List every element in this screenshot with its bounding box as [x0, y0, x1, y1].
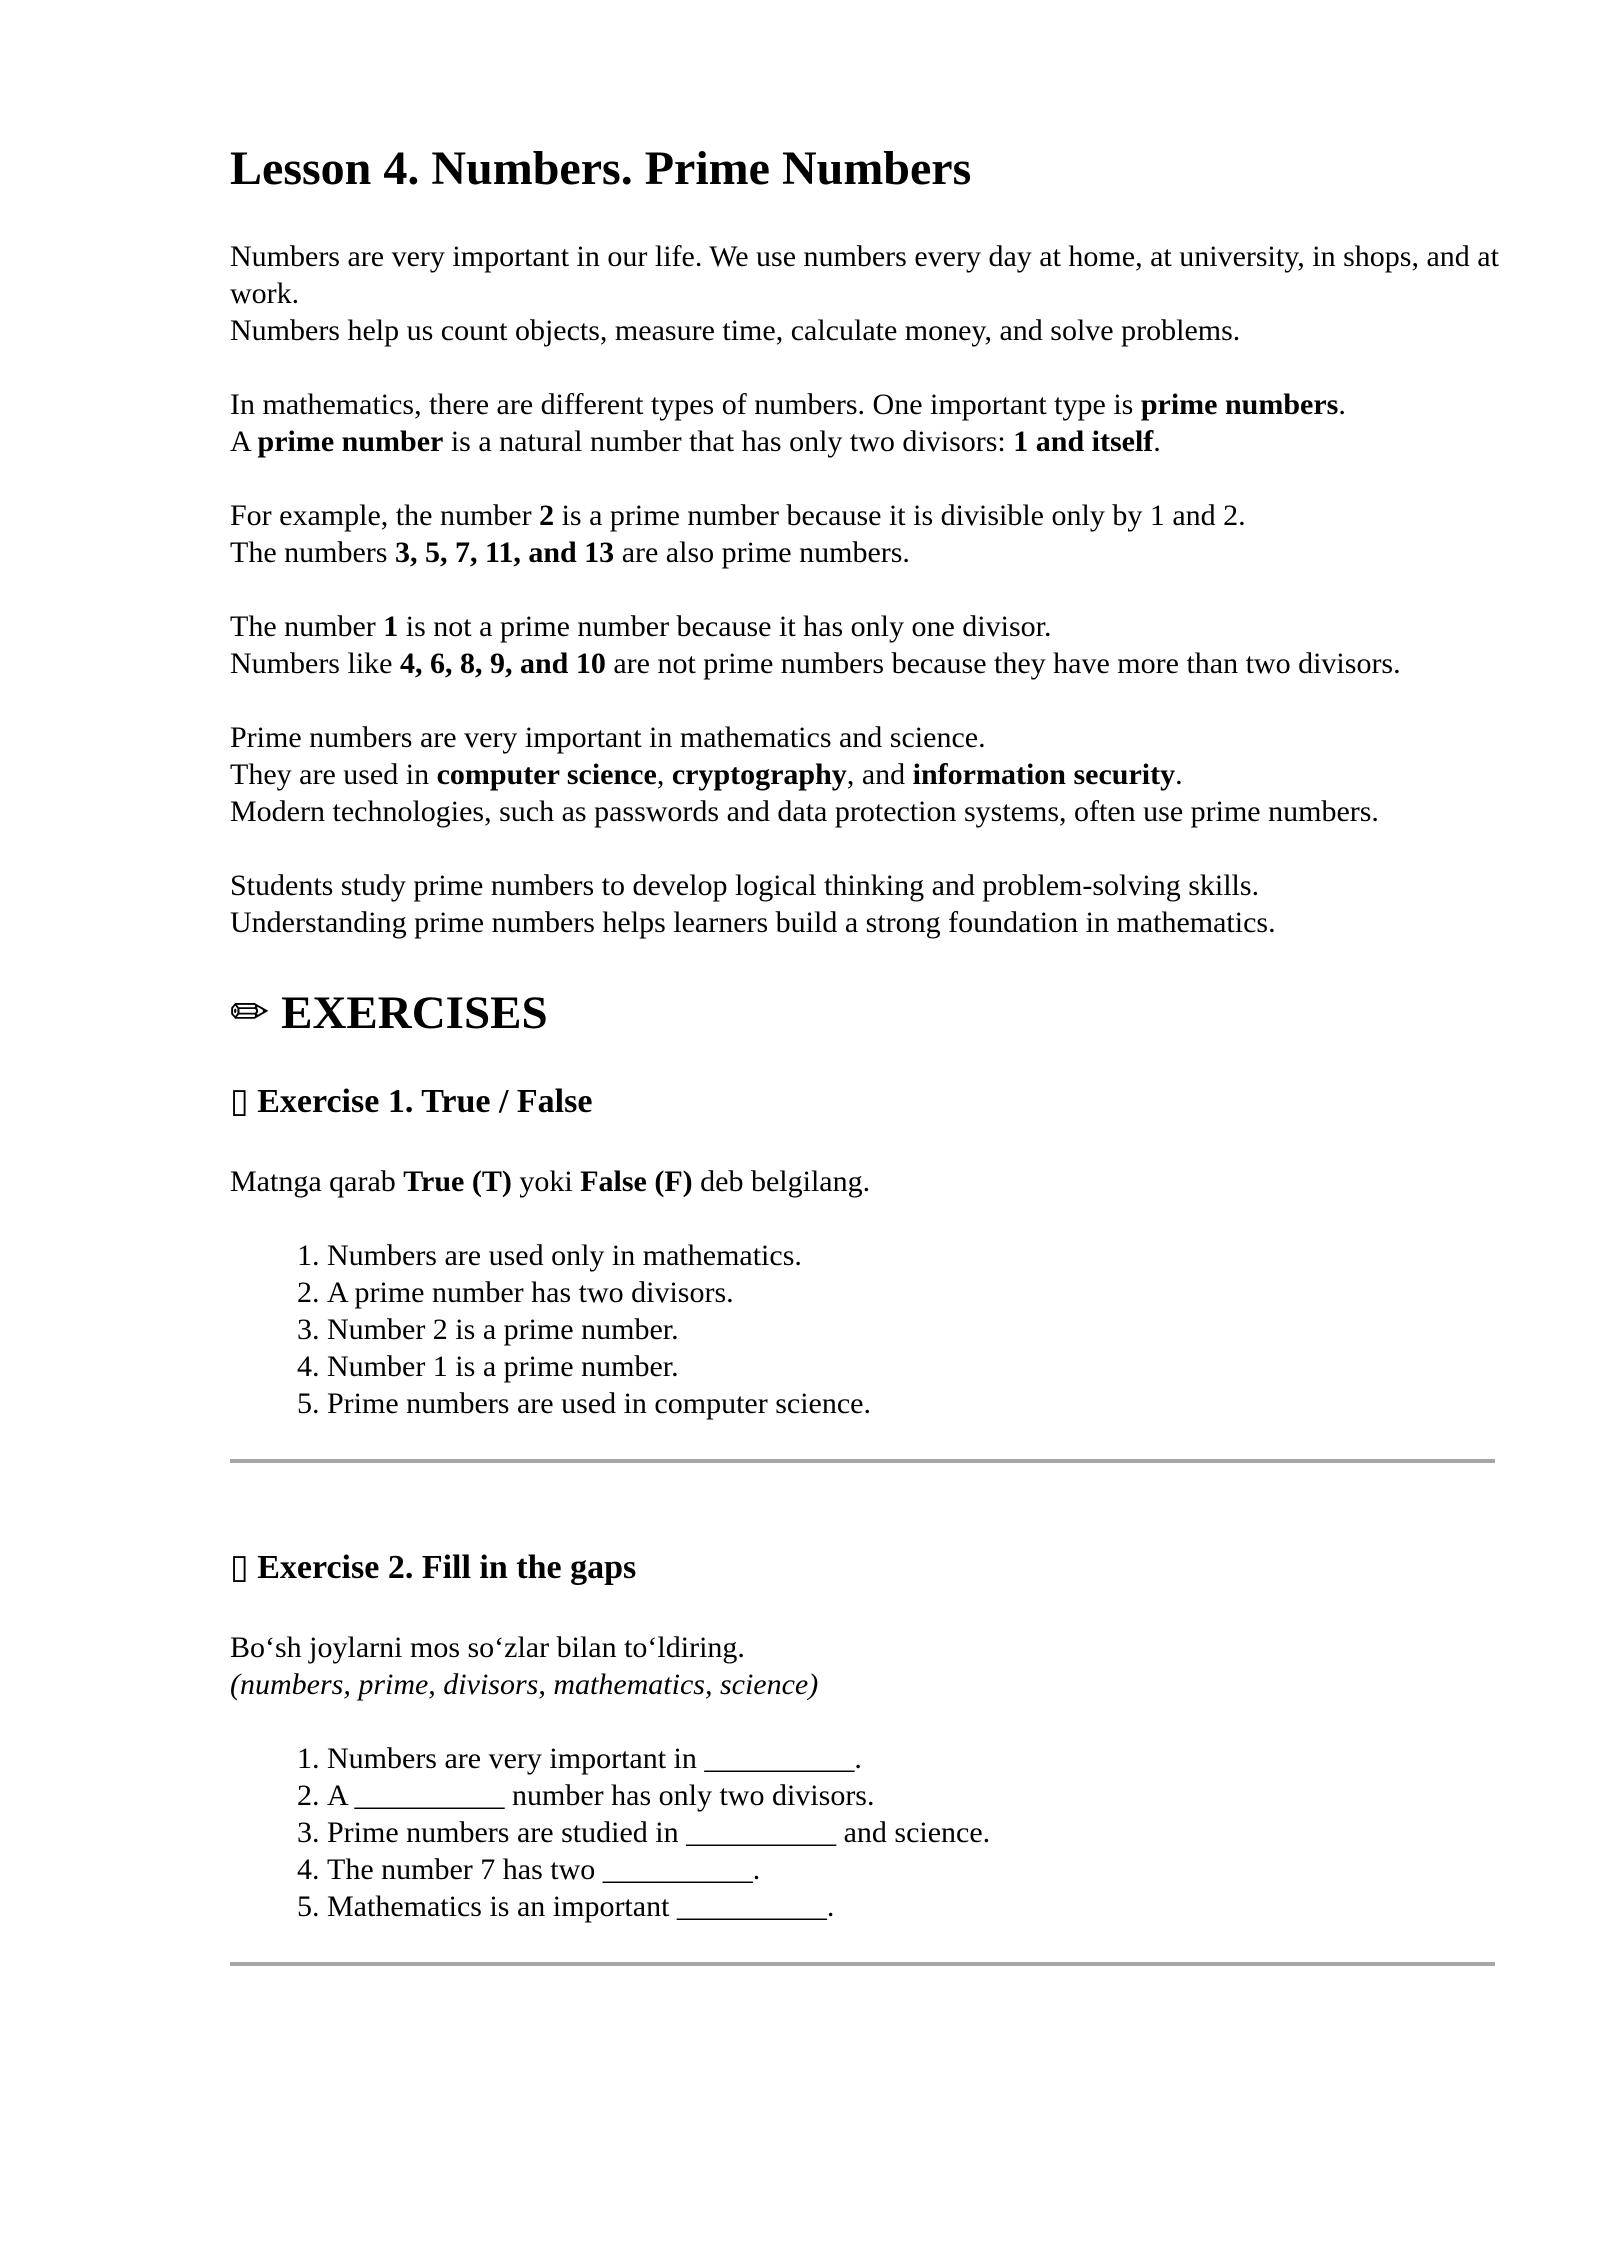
text-span: The number [230, 609, 384, 643]
exercise-2-list [230, 1740, 1530, 1925]
text-span: yoki [511, 1164, 581, 1198]
pencil-icon: ✏ [230, 984, 270, 1040]
intro-paragraph-1 [230, 238, 1530, 349]
text-span: Bo‘sh joylarni mos so‘zlar bilan to‘ldiring. [230, 1630, 745, 1664]
list-item: 5. Mathematics is an important __________. [327, 1888, 1530, 1925]
text-span: Numbers help us count objects, measure time, calculate money, and solve problems. [230, 313, 1241, 347]
text-span: Numbers are very important in our life. We use numbers every day at home, at university, in shops, and at work. [230, 239, 1499, 310]
list-item: 2. A prime number has two divisors. [327, 1274, 1530, 1311]
text-span: , [656, 757, 672, 791]
text-span: , and [846, 757, 913, 791]
divider [230, 1962, 1495, 1966]
text-span: . [1175, 757, 1183, 791]
bold-term: cryptography [671, 757, 847, 791]
missing-glyph-icon: ▯ [230, 1546, 249, 1587]
list-item: 5. Prime numbers are used in computer science. [327, 1385, 1530, 1422]
text-span: For example, the number [230, 498, 540, 532]
text-span: Matnga qarab [230, 1164, 404, 1198]
text-span: deb belgilang. [692, 1164, 871, 1198]
exercise-1-list [230, 1237, 1530, 1422]
text-span: Students study prime numbers to develop logical thinking and problem-solving skills. [230, 868, 1260, 902]
intro-paragraph-5 [230, 719, 1530, 830]
list-item: 3. Number 2 is a prime number. [327, 1311, 1530, 1348]
list-item: 4. Number 1 is a prime number. [327, 1348, 1530, 1385]
intro-paragraph-6 [230, 867, 1530, 941]
word-bank: (numbers, prime, divisors, mathematics, science) [230, 1667, 819, 1701]
bold-term: prime numbers [1140, 387, 1339, 421]
text-span: . [1338, 387, 1346, 421]
bold-term: 4, 6, 8, 9, and 10 [399, 646, 606, 680]
bold-term: 1 and itself [1013, 424, 1154, 458]
text-span: . [1153, 424, 1161, 458]
exercise-2-title [230, 1547, 1530, 1589]
text-span: are also prime numbers. [614, 535, 910, 569]
bold-term: False (F) [580, 1164, 693, 1198]
text-span: Prime numbers are very important in mathematics and science. [230, 720, 986, 754]
list-item: 1. Numbers are used only in mathematics. [327, 1237, 1530, 1274]
lesson-title: Lesson 4. Numbers. Prime Numbers [230, 142, 972, 195]
text-span: is not a prime number because it has only one divisor. [398, 609, 1052, 643]
exercise-1-title-text: Exercise 1. True / False [257, 1082, 593, 1120]
bold-term: computer science [436, 757, 657, 791]
document-page [230, 140, 1530, 2050]
bold-term: 3, 5, 7, 11, and 13 [394, 535, 615, 569]
text-span: is a natural number that has only two divisors: [443, 424, 1014, 458]
bold-term: information security [912, 757, 1176, 791]
exercises-heading [230, 985, 1530, 1041]
list-item: 3. Prime numbers are studied in __________ and science. [327, 1814, 1530, 1851]
list-item: 1. Numbers are very important in __________. [327, 1740, 1530, 1777]
text-span: are not prime numbers because they have more than two divisors. [605, 646, 1401, 680]
missing-glyph-icon: ▯ [230, 1080, 249, 1121]
exercise-1-instruction [230, 1163, 1530, 1200]
exercise-1-title [230, 1081, 1530, 1123]
text-span: Modern technologies, such as passwords and data protection systems, often use prime numbers. [230, 794, 1379, 828]
bold-term: True (T) [403, 1164, 512, 1198]
text-span: In mathematics, there are different types of numbers. One important type is [230, 387, 1141, 421]
text-span: Understanding prime numbers helps learners build a strong foundation in mathematics. [230, 905, 1276, 939]
list-item: 2. A __________ number has only two divisors. [327, 1777, 1530, 1814]
intro-paragraph-4 [230, 608, 1530, 682]
exercise-2-instruction [230, 1629, 1530, 1703]
text-span: is a prime number because it is divisible only by 1 and 2. [554, 498, 1246, 532]
text-span: A [230, 424, 258, 458]
intro-paragraph-3 [230, 497, 1530, 571]
text-span: Numbers like [230, 646, 400, 680]
intro-paragraph-2 [230, 386, 1530, 460]
exercises-heading-text: EXERCISES [281, 986, 548, 1039]
bold-term: prime number [257, 424, 444, 458]
text-span: They are used in [230, 757, 437, 791]
text-span: The numbers [230, 535, 395, 569]
exercise-2-title-text: Exercise 2. Fill in the gaps [257, 1548, 637, 1586]
list-item: 4. The number 7 has two __________. [327, 1851, 1530, 1888]
divider [230, 1459, 1495, 1463]
bold-term: 2 [539, 498, 555, 532]
bold-term: 1 [383, 609, 399, 643]
